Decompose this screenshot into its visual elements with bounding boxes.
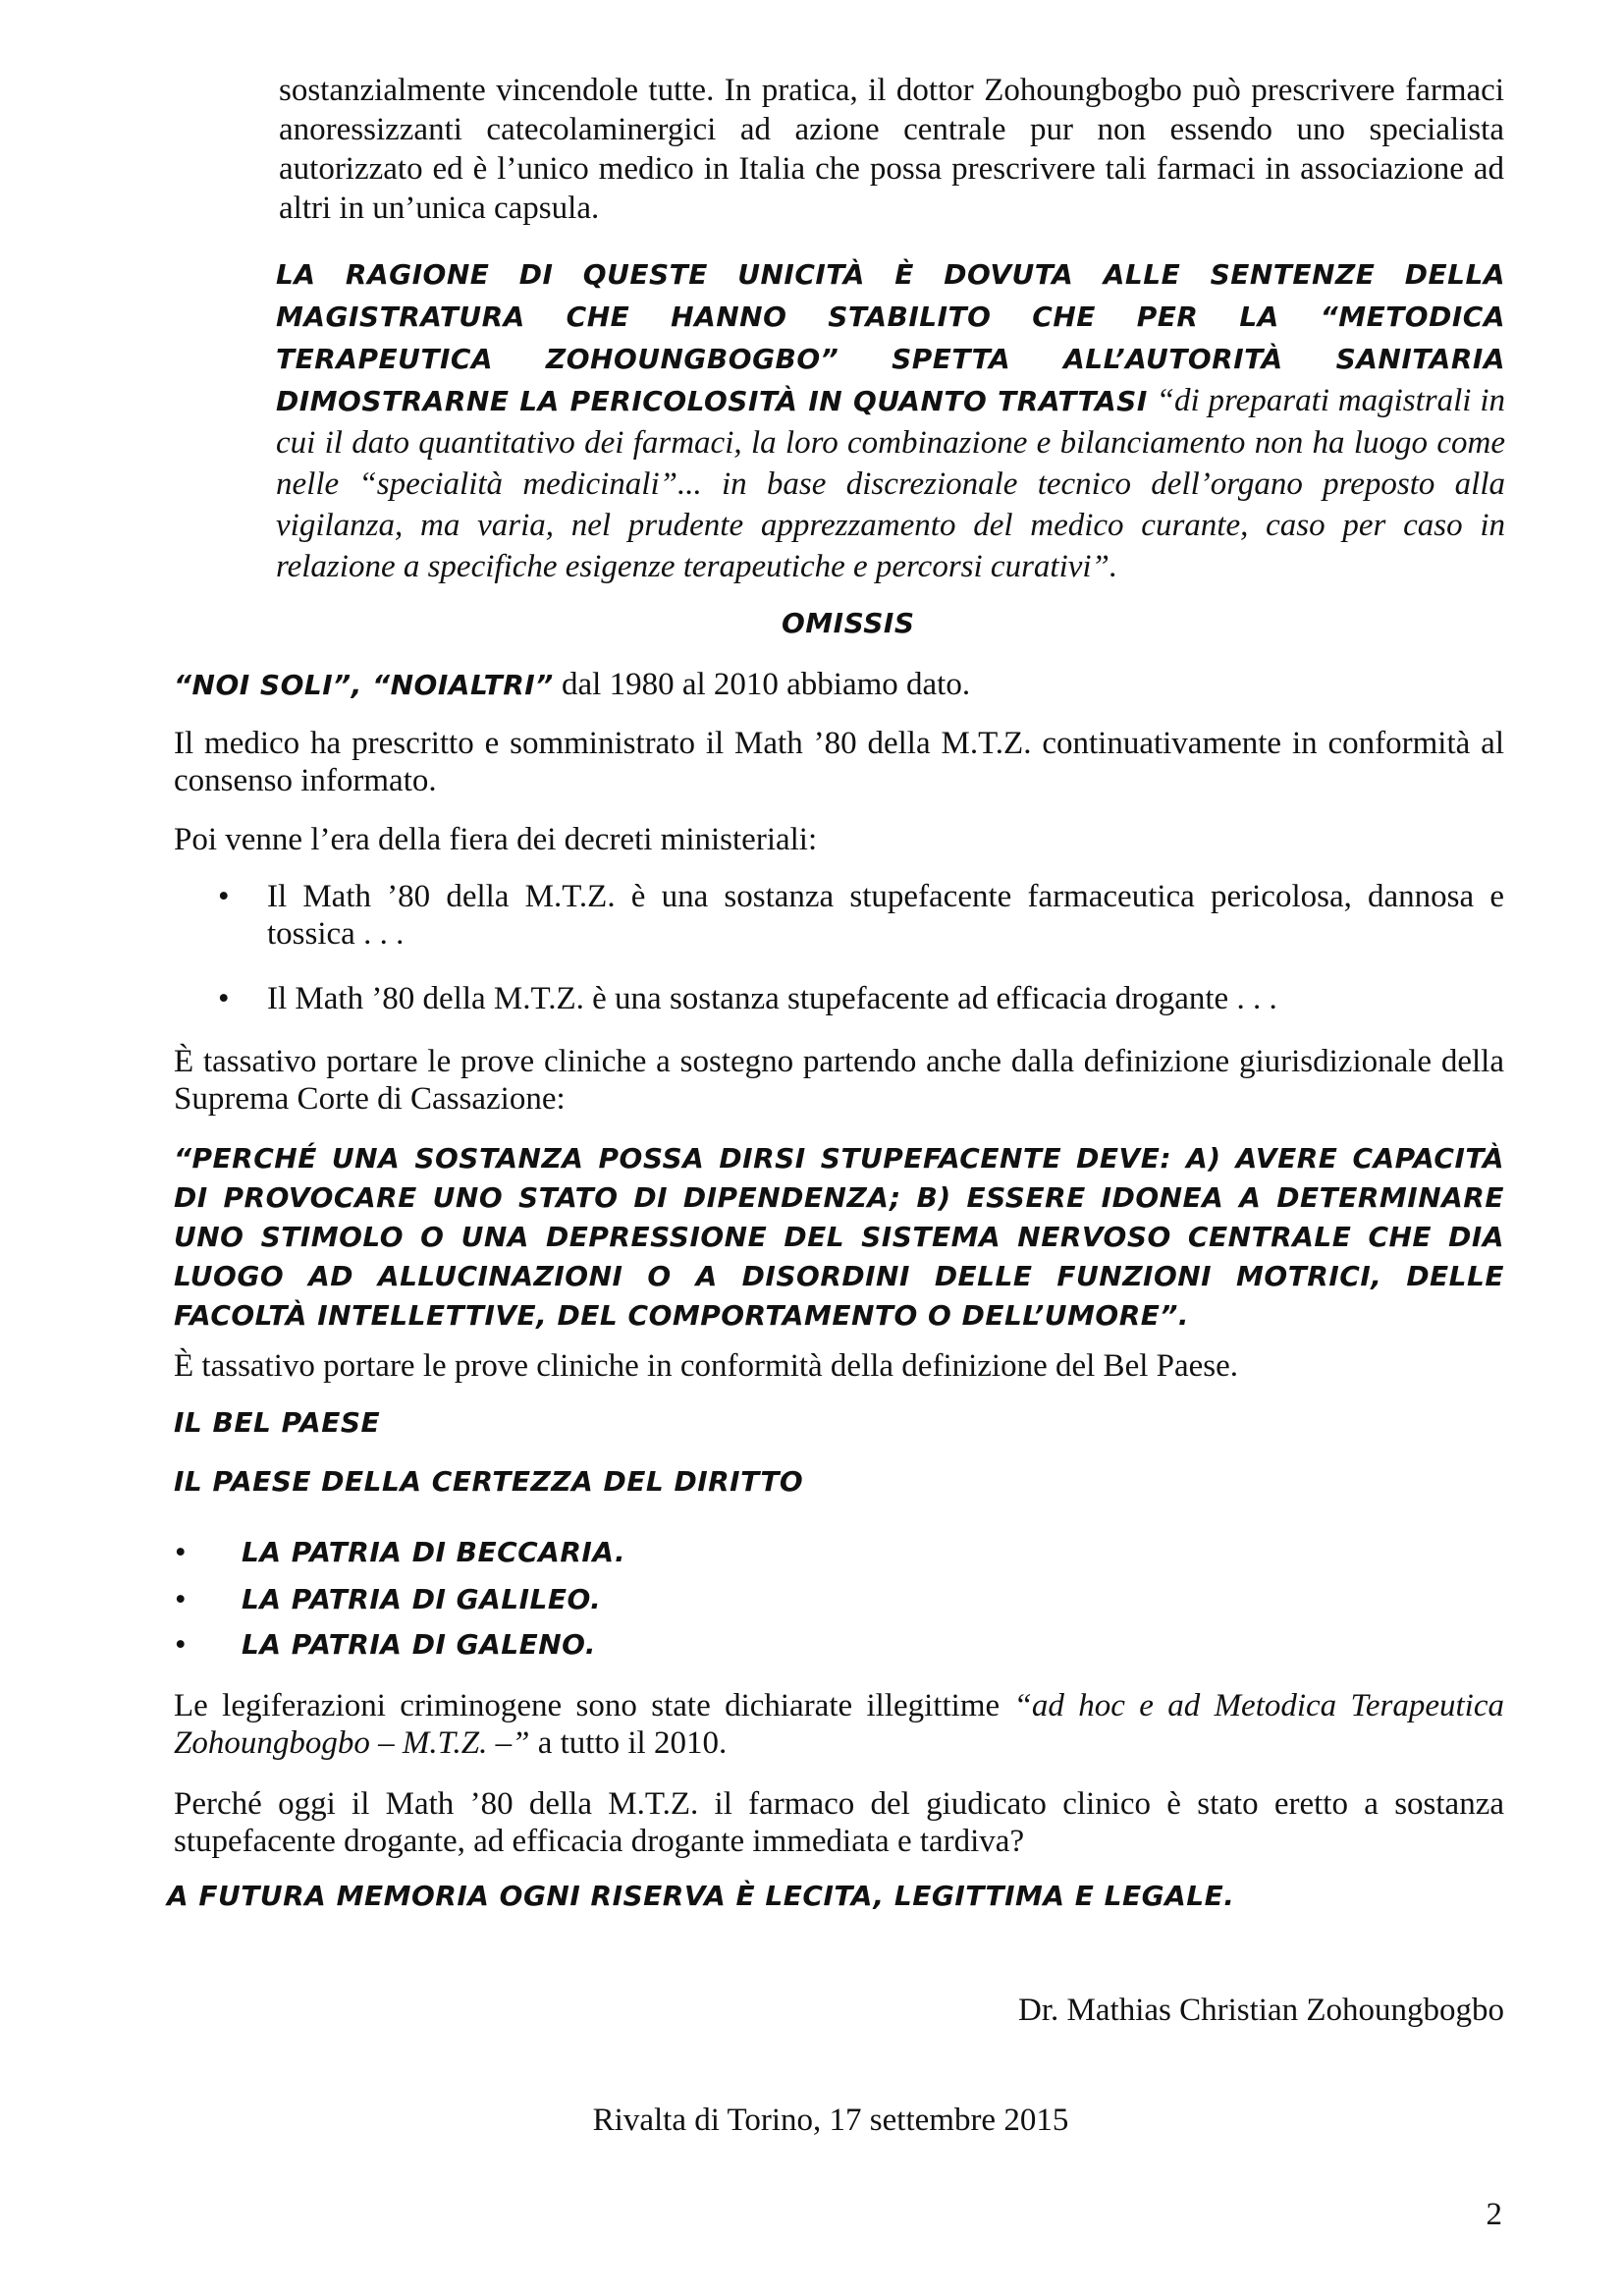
certezza-heading: IL PAESE DELLA CERTEZZA DEL DIRITTO bbox=[174, 1465, 804, 1498]
signature: Dr. Mathias Christian Zohoungbogbo bbox=[1018, 1993, 1504, 2028]
noi-soli-paragraph bbox=[174, 666, 1057, 704]
legiferazioni-paragraph bbox=[174, 1687, 1504, 1762]
tassativo-paragraph-2: È tassativo portare le prove cliniche in conformità della definizione del Bel Paese. bbox=[174, 1348, 1239, 1384]
bel-paese-heading: IL BEL PAESE bbox=[174, 1406, 381, 1439]
futura-memoria-statement: A FUTURA MEMORIA OGNI RISERVA È LECITA, LEGITTIMA E LEGALE. bbox=[167, 1880, 1235, 1912]
bullet-dot: • bbox=[175, 1535, 187, 1570]
ragione-bold-text: LA RAGIONE DI QUESTE UNICITÀ È DOVUTA ALLE SENTENZE DELLA MAGISTRATURA CHE HANNO STABILITO CHE PER LA “METODICA TERAPEUTICA ZOHOUNGBOGBO” SPETTA ALL’AUTORITÀ SANITARIA DIMOSTRARNE LA PERICOLOSITÀ IN QUANTO TRATTASI bbox=[276, 258, 1505, 417]
page-number: 2 bbox=[1486, 2197, 1502, 2232]
place-date: Rivalta di Torino, 17 settembre 2015 bbox=[592, 2103, 1069, 2138]
patria-item: LA PATRIA DI GALILEO. bbox=[242, 1583, 602, 1615]
legiferazioni-start: Le legiferazioni criminogene sono state dichiarate illegittime bbox=[174, 1688, 1014, 1723]
ragione-italic-quote: “di preparati magistrali in cui il dato quantitativo dei farmaci, la loro combinazione e bilanciamento non ha luogo come nelle “specialità medicinali”... in base discrezionale tecnico dell’organo preposto alla vigilanza, ma varia, nel prudente apprezzamento del medico curante, caso per caso in relazione a specifiche esigenze terapeutiche e percorsi curativi”. bbox=[276, 383, 1505, 584]
bullet-dot: • bbox=[218, 981, 230, 1016]
legiferazioni-italic: “ad hoc e ad Metodica Terapeutica Zohoungbogbo – M.T.Z. –” bbox=[174, 1688, 1504, 1761]
noi-soli-text: dal 1980 al 2010 abbiamo dato. bbox=[553, 667, 971, 702]
definizione-cassazione: “PERCHÉ UNA SOSTANZA POSSA DIRSI STUPEFACENTE DEVE: A) AVERE CAPACITÀ DI PROVOCARE UNO STATO DI DIPENDENZA; B) ESSERE IDONEA A DETERMINARE UNO STIMOLO O UNA DEPRESSIONE DEL SISTEMA NERVOSO CENTRALE CHE DIA LUOGO AD ALLUCINAZIONI O A DISORDINI DELLE FUNZIONI MOTRICI, DELLE FACOLTÀ INTELLETTIVE, DEL COMPORTAMENTO O DELL’UMORE”. bbox=[174, 1142, 1504, 1332]
tassativo-paragraph-1: È tassativo portare le prove cliniche a sostegno partendo anche dalla definizione giurisdizionale della Suprema Corte di Cassazione: bbox=[174, 1044, 1504, 1117]
bullet-dot: • bbox=[175, 1582, 187, 1617]
noi-soli-bold: “NOI SOLI”, “NOIALTRI” bbox=[174, 669, 554, 701]
bullet-dot: • bbox=[218, 879, 230, 914]
math-bullet-item: Il Math ’80 della M.T.Z. è una sostanza stupefacente ad efficacia drogante . . . bbox=[267, 981, 1277, 1016]
math-bullet-item: Il Math ’80 della M.T.Z. è una sostanza stupefacente farmaceutica pericolosa, dannosa e tossica . . . bbox=[267, 879, 1504, 952]
legiferazioni-end: a tutto il 2010. bbox=[529, 1725, 728, 1761]
medico-paragraph: Il medico ha prescritto e somministrato il Math ’80 della M.T.Z. continuativamente in conformità al consenso informato. bbox=[174, 726, 1504, 798]
era-paragraph: Poi venne l’era della fiera dei decreti ministeriali: bbox=[174, 822, 818, 857]
bullet-dot: • bbox=[175, 1627, 187, 1663]
patria-item: LA PATRIA DI GALENO. bbox=[242, 1628, 596, 1661]
intro-paragraph: sostanzialmente vincendole tutte. In pratica, il dottor Zohoungbogbo può prescrivere farmaci anoressizzanti catecolaminergici ad azione centrale pur non essendo uno specialista autorizzato ed è l’unico medico in Italia che possa prescrivere tali farmaci in associazione ad altri in un’unica capsula. bbox=[279, 73, 1504, 226]
omissis-heading: OMISSIS bbox=[782, 607, 915, 639]
ragione-paragraph bbox=[276, 253, 1505, 587]
perche-paragraph: Perché oggi il Math ’80 della M.T.Z. il farmaco del giudicato clinico è stato eretto a sostanza stupefacente drogante, ad efficacia drogante immediata e tardiva? bbox=[174, 1786, 1504, 1859]
patria-item: LA PATRIA DI BECCARIA. bbox=[242, 1536, 626, 1568]
